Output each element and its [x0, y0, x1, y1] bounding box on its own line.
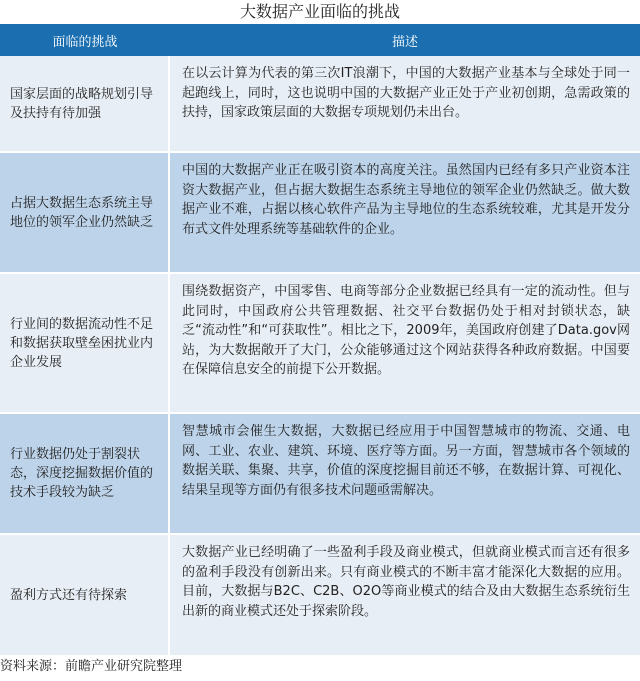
- challenge-cell: 国家层面的战略规划引导及扶持有待加强: [0, 56, 170, 151]
- page-title: 大数据产业面临的挑战: [239, 2, 400, 21]
- challenge-cell: 盈利方式还有待探索: [0, 535, 170, 655]
- challenge-cell: 行业数据仍处于割裂状态，深度挖掘数据价值的技术手段较为缺乏: [0, 414, 170, 533]
- description-cell: 大数据产业已经明确了一些盈利手段及商业模式，但就商业模式而言还有很多的盈利手段没有创新出来。只有商业模式的不断丰富才能深化大数据的应用。目前，大数据与B2C、C2B、O2O等商业模式的结合及由大数据生态系统衍生出新的商业模式还处于探索阶段。: [182, 545, 630, 619]
- challenges-table: [0, 24, 640, 655]
- table-row: [0, 535, 640, 655]
- challenge-cell: 占据大数据生态系统主导地位的领军企业仍然缺乏: [0, 153, 170, 272]
- table-header: [0, 24, 640, 56]
- table-row: [0, 56, 640, 153]
- header-description: 描述: [391, 34, 418, 50]
- table-row: [0, 153, 640, 274]
- description-cell: 在以云计算为代表的第三次IT浪潮下，中国的大数据产业基本与全球处于同一起跑线上，同时，这也说明中国的大数据产业正处于产业初创期，急需政策的扶持，国家政策层面的大数据专项规划仍未出台。: [182, 66, 630, 120]
- challenge-cell: 行业间的数据流动性不足和数据获取壁垒困扰业内企业发展: [0, 274, 170, 412]
- source-note: 资料来源：前瞻产业研究院整理: [0, 659, 183, 674]
- description-cell: 围绕数据资产，中国零售、电商等部分企业数据已经具有一定的流动性。但与此同时，中国政府公共管理数据、社交平台数据仍处于相对封锁状态，缺乏“流动性”和“可获取性”。相比之下，2009年，美国政府创建了Data.gov网站，为大数据敞开了大门，公众能够通过这个网站获得各种政府数据。中国要在保障信息安全的前提下公开数据。: [182, 284, 630, 377]
- table-row: [0, 414, 640, 535]
- description-cell: 中国的大数据产业正在吸引资本的高度关注。虽然国内已经有多只产业资本注资大数据产业，但占据大数据生态系统主导地位的领军企业仍然缺乏。做大数据产业不难，占据以核心软件产品为主导地位的生态系统较难，尤其是开发分布式文件处理系统等基础软件的企业。: [182, 163, 630, 237]
- table-row: [0, 274, 640, 414]
- header-challenge: 面临的挑战: [52, 34, 118, 50]
- description-cell: 智慧城市会催生大数据，大数据已经应用于中国智慧城市的物流、交通、电网、工业、农业、建筑、环境、医疗等方面。另一方面，智慧城市各个领域的数据关联、集聚、共享，价值的深度挖掘目前还不够，在数据计算、可视化、结果呈现等方面仍有很多技术问题亟需解决。: [182, 424, 630, 498]
